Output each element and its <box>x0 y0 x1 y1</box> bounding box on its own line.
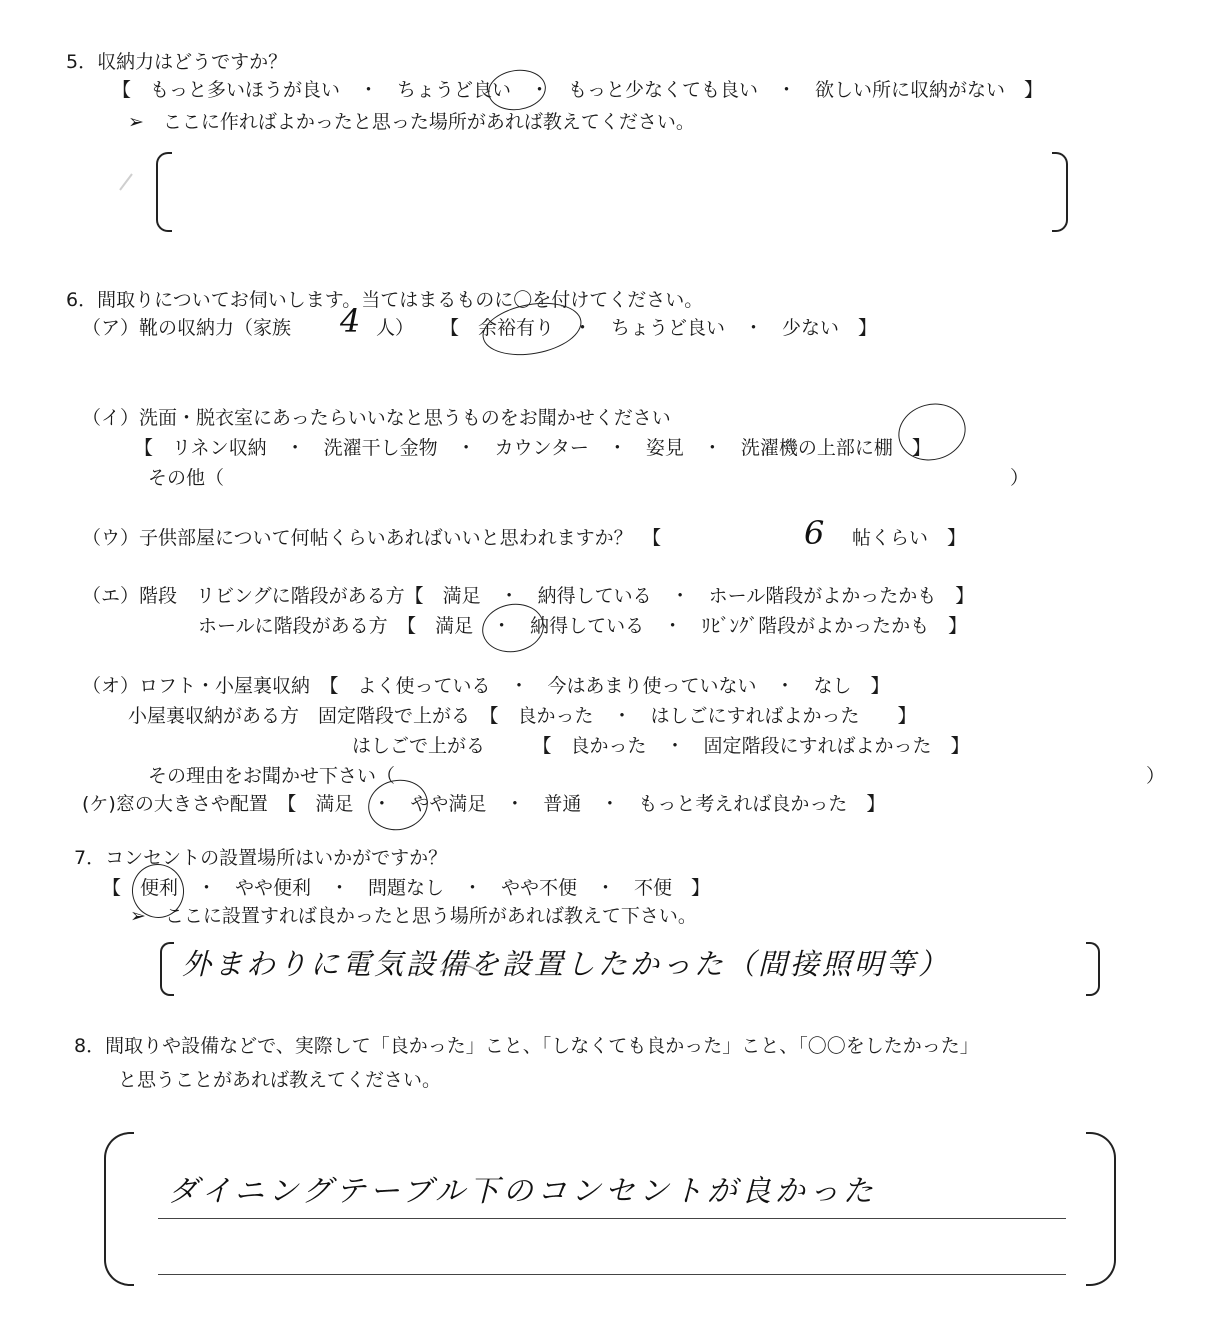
q6i-options: 【 リネン収納 ・ 洗濯干し金物 ・ カウンター ・ 姿見 ・ 洗濯機の上部に棚 】 <box>134 437 931 459</box>
q7-title: 7．コンセントの設置場所はいかがですか？ <box>74 847 448 869</box>
q6-title: 6．間取りについてお伺いします。当てはまるものに〇を付けてください。 <box>66 289 704 311</box>
q7-answer-close-bracket <box>1086 942 1100 996</box>
q6u-label: （ウ）子供部屋について何帖くらいあればいいと思われますか？ 【 <box>82 527 662 549</box>
q5-answer-circle <box>485 66 548 114</box>
q8-title2: と思うことがあれば教えてください。 <box>118 1069 442 1091</box>
q6a-unit: 人） <box>376 317 415 339</box>
q7-answer-open-bracket <box>160 942 174 996</box>
q7-prompt: ➢ ここに設置すれば良かったと思う場所があれば教えて下さい。 <box>130 905 697 927</box>
q6o-line2: 小屋裏収納がある方 固定階段で上がる 【 良かった ・ はしごにすればよかった 】 <box>128 705 917 727</box>
q6o-reason-close: ） <box>1146 765 1166 787</box>
q5-answer-open-bracket <box>156 152 172 232</box>
q6e-label: （エ）階段 リビングに階段がある方【 満足 ・ 納得している ・ ホール階段がよかったかも 】 <box>82 585 975 607</box>
q6o-reason: その理由をお聞かせ下さい（ <box>148 765 396 787</box>
q5-answer-close-bracket <box>1052 152 1068 232</box>
q8-answer: ダイニングテーブル下のコンセントが良かった <box>168 1174 877 1209</box>
q6i-other: その他（ <box>148 467 225 489</box>
q8-title: 8．間取りや設備などで、実際して「良かった」こと、「しなくても良かった」こと、「〇〇をしたかった」 <box>74 1035 979 1057</box>
q6i-label: （イ）洗面・脱衣室にあったらいいなと思うものをお聞かせください <box>82 407 671 429</box>
q5-options: 【 もっと多いほうが良い ・ ちょうど良い ・ もっと少なくても良い ・ 欲しい所に収納がない 】 <box>112 79 1044 101</box>
q6u-answer: 6 <box>804 514 828 552</box>
q6ke-label: (ケ)窓の大きさや配置 【 満足 ・ やや満足 ・ 普通 ・ もっと考えれば良かった 】 <box>82 793 886 815</box>
q8-answer-open-bracket <box>104 1132 134 1286</box>
q7-answer: 外まわりに電気設備を設置したかった（間接照明等） <box>182 947 951 981</box>
q5-prompt: ➢ ここに作ればよかったと思った場所があれば教えてください。 <box>128 111 695 133</box>
q6a-label: （ア）靴の収納力（家族 <box>82 317 292 339</box>
q6e-line2: ホールに階段がある方 【 満足 ・ 納得している ・ ﾘﾋﾞﾝｸﾞ階段がよかったかも 】 <box>198 615 968 637</box>
q5-title: 5．収納力はどうですか？ <box>66 51 288 73</box>
q6i-other-close: ） <box>1010 467 1030 489</box>
q6o-label: （オ）ロフト・小屋裏収納 【 よく使っている ・ 今はあまり使っていない ・ なし 】 <box>82 675 890 697</box>
q8-answer-line-2 <box>158 1274 1066 1275</box>
q6o-line3: はしごで上がる 【 良かった ・ 固定階段にすればよかった 】 <box>352 735 970 757</box>
q6u-unit: 帖くらい 】 <box>852 527 967 549</box>
scan-mark-1 <box>120 174 132 190</box>
q8-answer-close-bracket <box>1086 1132 1116 1286</box>
q6a-family-count: 4 <box>340 302 364 340</box>
q8-answer-line-1 <box>158 1218 1066 1219</box>
q7-options: 【 便利 ・ やや便利 ・ 問題なし ・ やや不便 ・ 不便 】 <box>102 877 711 899</box>
q6a-options: 【 余裕有り ・ ちょうど良い ・ 少ない 】 <box>440 317 878 339</box>
